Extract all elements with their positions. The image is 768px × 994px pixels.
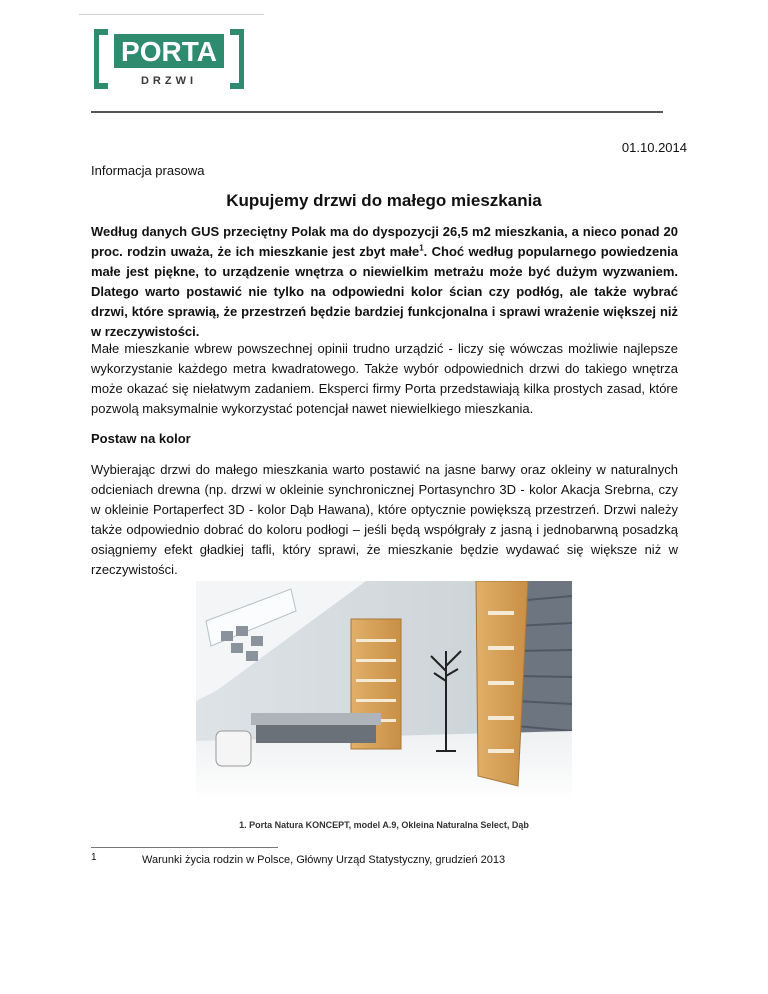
document-label: Informacja prasowa: [91, 163, 205, 178]
logo-brand-text: PORTA: [121, 36, 217, 67]
footnote-number: 1: [91, 852, 97, 863]
lead-text-start: Według danych GUS przeciętny Polak ma do dyspozycji 26,5 m2 mieszkania, a nieco ponad 20 proc. rodzin uważa, że ich mieszkanie jest zbyt małe: [91, 224, 678, 259]
photo-caption: 1. Porta Natura KONCEPT, model A.9, Okleina Naturalna Select, Dąb: [239, 820, 529, 830]
footnote-rule: [91, 847, 278, 848]
header-top-line: [79, 14, 264, 15]
header-rule: [91, 111, 663, 113]
interior-photo: [196, 581, 572, 803]
logo-sub-text: DRZWI: [140, 75, 198, 87]
body-paragraph-2: Wybierając drzwi do małego mieszkania warto postawić na jasne barwy oraz okleiny w naturalnych odcieniach drewna (np. drzwi w okleinie synchronicznej Portasynchro 3D - kolor Akacja Srebrna, czy w okleinie Portaperfect 3D - kolor Dąb Hawana), które optycznie powiększą przestrzeń. Drzwi należy także odpowiednio dobrać do koloru podłogi – jeśli będą współgrały z jasną i jednobarwną posadzką osiągniemy efekt gładkiej tafli, który sprawi, że mieszkanie będzie wydawać się większe niż w rzeczywistości.: [91, 462, 678, 577]
document-title: Kupujemy drzwi do małego mieszkania: [226, 191, 542, 210]
lead-text-end: . Choć według popularnego powiedzenia małe jest piękne, to urządzenie wnętrza o niewielkim metrażu może być dużym wyzwaniem. Dlatego warto postawić nie tylko na odpowiedni kolor ścian czy podłóg, ale także wybrać drzwi, które sprawią, że przestrzeń będzie bardziej funkcjonalna i sprawi wrażenie większej niż w rzeczywistości.: [91, 244, 678, 339]
porta-logo: [94, 28, 244, 90]
document-date: 01.10.2014: [621, 140, 687, 155]
footnote-reference[interactable]: 1: [419, 243, 424, 253]
lead-paragraph: [91, 222, 678, 342]
section-heading: Postaw na kolor: [91, 431, 191, 446]
body-paragraph-1: Małe mieszkanie wbrew powszechnej opinii trudno urządzić - liczy się wówczas możliwie najlepsze wykorzystanie każdego metra kwadratowego. Także wybór odpowiednich drzwi do takiego wnętrza może okazać się niełatwym zadaniem. Eksperci firmy Porta przedstawiają kilka prostych zasad, które pozwolą maksymalnie wykorzystać potencjał nawet niewielkiego mieszkania.: [91, 341, 678, 416]
footnote-text: Warunki życia rodzin w Polsce, Główny Urząd Statystyczny, grudzień 2013: [142, 854, 506, 866]
